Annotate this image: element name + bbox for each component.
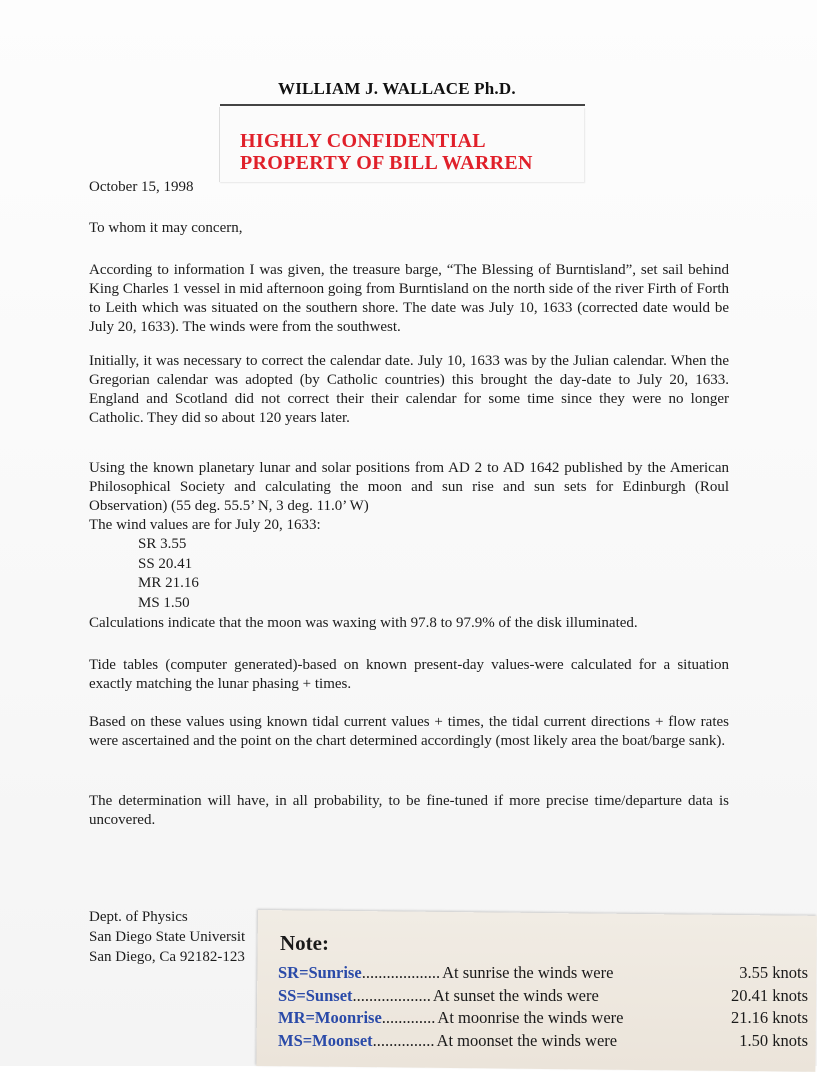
paragraph-6: Based on these values using known tidal current values + times, the tidal current directions + flow rates were ascertained and the point on the chart determined accordingly (most likely area the boat/barge sank). bbox=[89, 714, 729, 749]
address-university: San Diego State Universit bbox=[89, 929, 246, 945]
note-key: MS=Moonset bbox=[278, 1031, 373, 1050]
paragraph-3: Using the known planetary lunar and solar positions from AD 2 to AD 1642 published by the American Philosophical Society and calculating the moon and sun rise and sun sets for Edinburgh (Roul Observation) (55 deg. 55.5’ N, 3 deg. 11.0’ W) bbox=[89, 460, 729, 514]
note-row-sunset bbox=[278, 986, 808, 1006]
paragraph-1: According to information I was given, the treasure barge, “The Blessing of Burntisland”, set sail behind King Charles 1 vessel in mid afternoon going from Burntisland on the north side of the river Firth of Forth to Leith which was situated on the southern shore. The date was July 10, 1633 (corrected date would be July 20, 1633). The winds were from the southwest. bbox=[89, 262, 729, 335]
note-description: At moonset the winds were bbox=[436, 1031, 618, 1050]
paragraph-7: The determination will have, in all probability, to be fine-tuned if more precise time/departure data is uncovered. bbox=[89, 793, 729, 828]
paragraph-4: Calculations indicate that the moon was waxing with 97.8 to 97.9% of the disk illuminated. bbox=[89, 615, 638, 631]
letter-date: October 15, 1998 bbox=[89, 179, 194, 195]
confidential-line-2: PROPERTY OF BILL WARREN bbox=[240, 152, 533, 174]
wind-value-sr: SR 3.55 bbox=[138, 536, 187, 552]
note-description: At sunrise the winds were bbox=[442, 963, 614, 982]
confidential-stamp bbox=[240, 130, 533, 174]
note-title: Note: bbox=[280, 931, 329, 955]
letterhead-divider bbox=[220, 104, 585, 106]
letterhead-name: WILLIAM J. WALLACE Ph.D. bbox=[278, 79, 516, 98]
wind-value-mr: MR 21.16 bbox=[138, 575, 199, 591]
note-description: At moonrise the winds were bbox=[437, 1008, 624, 1027]
confidential-line-1: HIGHLY CONFIDENTIAL bbox=[240, 130, 486, 152]
note-row-moonrise bbox=[278, 1008, 808, 1028]
note-row-sunrise bbox=[278, 963, 808, 983]
note-value: 1.50 knots bbox=[739, 1031, 808, 1050]
note-value: 20.41 knots bbox=[730, 986, 808, 1005]
address-dept: Dept. of Physics bbox=[89, 909, 188, 925]
wind-value-ss: SS 20.41 bbox=[138, 556, 193, 572]
wind-values-intro: The wind values are for July 20, 1633: bbox=[89, 517, 321, 533]
note-key: SS=Sunset bbox=[278, 986, 353, 1005]
note-leader-dots: ................... bbox=[361, 963, 441, 982]
note-leader-dots: ................... bbox=[352, 986, 431, 1005]
note-value: 3.55 knots bbox=[739, 963, 808, 982]
note-leader-dots: ............... bbox=[372, 1031, 435, 1050]
note-key: MR=Moonrise bbox=[278, 1008, 382, 1027]
paragraph-5: Tide tables (computer generated)-based on known present-day values-were calculated for a situation exactly matching the lunar phasing + times. bbox=[89, 657, 729, 692]
note-leader-dots: ............. bbox=[381, 1008, 436, 1027]
salutation: To whom it may concern, bbox=[89, 220, 243, 236]
note-key: SR=Sunrise bbox=[278, 963, 362, 982]
wind-value-ms: MS 1.50 bbox=[138, 595, 190, 611]
note-row-moonset bbox=[278, 1031, 808, 1051]
address-city: San Diego, Ca 92182-123 bbox=[89, 949, 245, 965]
paragraph-2: Initially, it was necessary to correct the calendar date. July 10, 1633 was by the Julian calendar. When the Gregorian calendar was adopted (by Catholic countries) this brought the day-date to July 20, 1633. England and Scotland did not correct their their calendar for some time since they were no longer Catholic. They did so about 120 years later. bbox=[89, 353, 729, 426]
note-value: 21.16 knots bbox=[730, 1008, 808, 1027]
note-description: At sunset the winds were bbox=[432, 986, 599, 1005]
